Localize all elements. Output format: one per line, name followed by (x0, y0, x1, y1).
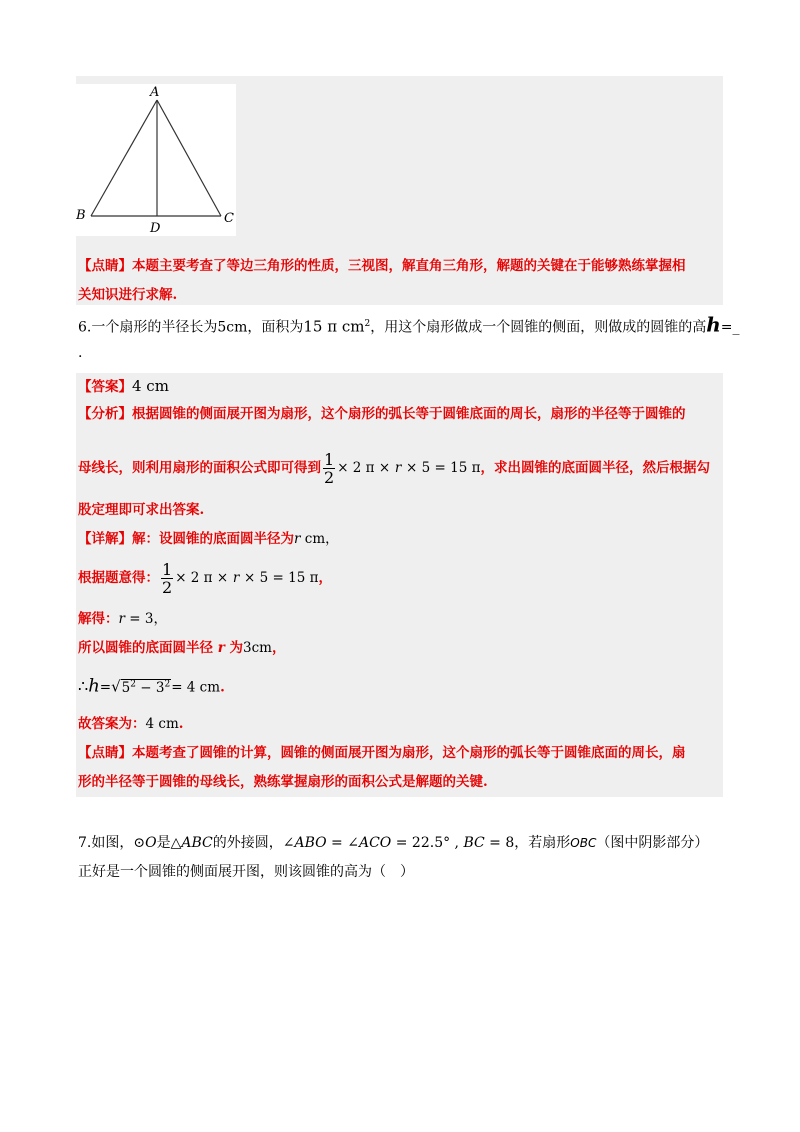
q6-review-line1: 【点睛】本题考查了圆锥的计算，圆锥的侧面展开图为扇形，这个扇形的弧长等于圆锥底面的周长，扇 (78, 745, 686, 761)
q6-step2: 解得：r = 3， (78, 611, 167, 627)
label-d: D (150, 221, 161, 236)
triangle-figure (76, 84, 236, 236)
q6-answer: 【答案】4 cm (78, 377, 169, 395)
q7-line1: 7.如图，⊙O是△ABC的外接圆，∠ABO = ∠ACO = 22.5° , BC = 8，若扇形OBC（图中阴影部分） (78, 835, 709, 851)
q6-step1: 根据题意得： $\frac{1}{2}$ × 2 π × r × 5 = 15 π， (78, 560, 332, 597)
q6-stem-dot: . (78, 345, 83, 361)
side-ac (157, 100, 221, 216)
q7-line2: 正好是一个圆锥的侧面展开图，则该圆锥的高为（ ） (78, 864, 414, 880)
q6-step3: 所以圆锥的底面圆半径 r 为3cm， (78, 640, 286, 656)
q6-step4: $\therefore h=√5^2 - 3^2= 4$ cm. (78, 675, 225, 697)
q6-analysis-line2: 母线长，则利用扇形的面积公式即可得到 $\frac{1}{2}$ × 2 π × r × 5 = 15 π，求出圆锥的底面圆半径，然后根据勾 (78, 450, 710, 487)
label-a: A (150, 85, 160, 100)
q6-stem: 6.一个扇形的半径长为5cm，面积为15 π $cm^2$，用这个扇形做成一个圆锥的侧面，则做成的圆锥的高h=_ (78, 312, 740, 337)
fraction-half-2: $\frac{1}{2}$ (162, 560, 173, 597)
review-prev-line1: 【点睛】本题主要考查了等边三角形的性质，三视图，解直角三角形，解题的关键在于能够熟练掌握相 (78, 258, 686, 274)
label-c: C (224, 211, 234, 226)
q6-detail: 【详解】解：设圆锥的底面圆半径为r cm， (78, 531, 339, 547)
label-b: B (76, 208, 86, 223)
q6-final: 故答案为：4 cm. (78, 716, 184, 732)
side-ab (91, 100, 157, 216)
q6-analysis-line1: 【分析】根据圆锥的侧面展开图为扇形，这个扇形的弧长等于圆锥底面的周长，扇形的半径等于圆锥的 (78, 406, 686, 422)
q6-analysis-line3: 股定理即可求出答案. (78, 502, 205, 518)
fraction-half: $\frac{1}{2}$ (324, 450, 335, 487)
q6-review-line2: 形的半径等于圆锥的母线长，熟练掌握扇形的面积公式是解题的关键. (78, 774, 488, 790)
review-prev-line2: 关知识进行求解. (78, 287, 178, 303)
